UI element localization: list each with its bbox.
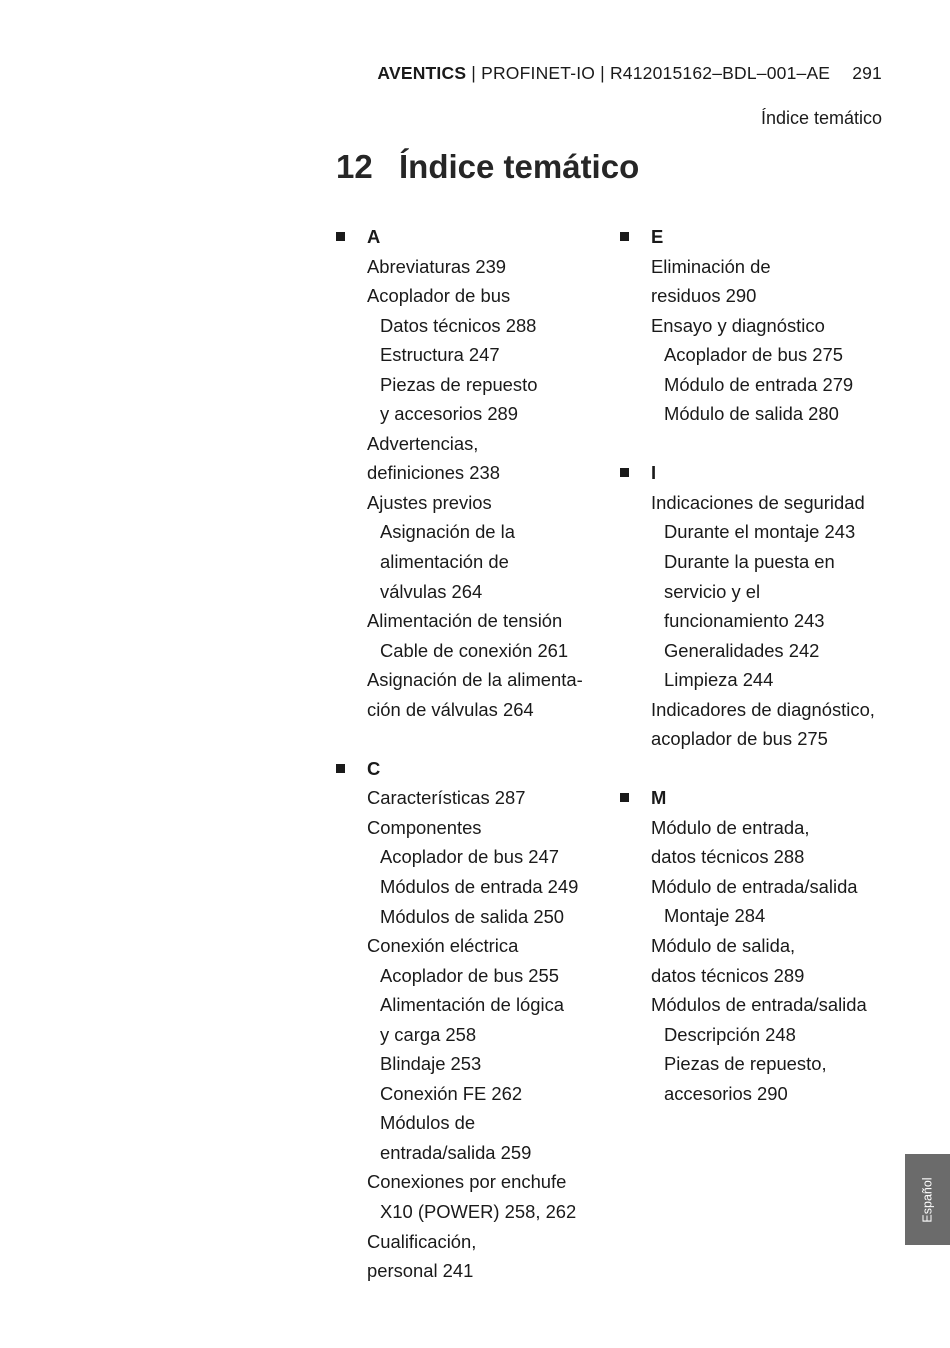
index-subentry: Acoplador de bus 255 [380, 964, 559, 986]
index-entry: Alimentación de tensión [367, 610, 563, 632]
page-number: 291 [852, 63, 882, 83]
index-subentry: Durante la puesta en [664, 550, 835, 572]
chapter-title [336, 148, 639, 186]
index-entry: datos técnicos 289 [651, 964, 805, 986]
index-subentry: Descripción 248 [664, 1023, 796, 1045]
index-subentry: Piezas de repuesto [380, 373, 538, 395]
index-subentry: válvulas 264 [380, 580, 483, 602]
index-entry: datos técnicos 288 [651, 846, 805, 868]
index-subentry: Conexión FE 262 [380, 1082, 523, 1104]
index-letter-heading: C [336, 754, 576, 784]
index-subentry: Datos técnicos 288 [380, 314, 537, 336]
index-subentry: Módulos de [380, 1112, 476, 1134]
index-entry: definiciones 238 [367, 462, 500, 484]
index-entry: Módulos de entrada/salida [651, 994, 867, 1016]
index-letter-heading: I [620, 458, 890, 488]
index-entry: Conexiones por enchufe [367, 1171, 567, 1193]
index-subentry: Generalidades 242 [664, 639, 820, 661]
index-subentry: Limpieza 244 [664, 669, 774, 691]
index-group-i [620, 458, 890, 753]
index-subentry: Módulo de salida 280 [664, 403, 839, 425]
index-subentry: Durante el montaje 243 [664, 521, 856, 543]
index-subentry: Alimentación de lógica [380, 994, 565, 1016]
index-entry: residuos 290 [651, 285, 757, 307]
square-bullet-icon [336, 232, 345, 241]
index-subentry: Módulos de entrada 249 [380, 875, 579, 897]
index-entry: Módulo de entrada/salida [651, 875, 858, 897]
index-entry: Módulo de entrada, [651, 816, 810, 838]
index-entry: Cualificación, [367, 1230, 477, 1252]
index-subentry: Montaje 284 [664, 905, 766, 927]
index-subentry: Cable de conexión 261 [380, 639, 569, 661]
index-letter-heading: M [620, 783, 890, 813]
index-entry: Indicaciones de seguridad [651, 491, 865, 513]
chapter-title-text: Índice temático [399, 148, 640, 185]
index-subentry: Estructura 247 [380, 344, 500, 366]
brand-name: AVENTICS [377, 63, 467, 83]
index-column-right [620, 222, 890, 1138]
index-group-c [336, 754, 579, 1286]
language-tab-label: Español [920, 1176, 935, 1223]
index-entry: Módulo de salida, [651, 935, 796, 957]
running-header [377, 63, 882, 84]
document-info: | PROFINET-IO | R412015162–BDL–001–AE [466, 63, 831, 83]
chapter-number: 12 [336, 148, 373, 185]
index-subentry: Módulos de salida 250 [380, 905, 565, 927]
index-subentry: Blindaje 253 [380, 1053, 482, 1075]
index-group-a [336, 222, 583, 724]
index-entry: personal 241 [367, 1260, 474, 1282]
section-label: Índice temático [760, 108, 882, 128]
index-entry: Asignación de la alimenta- [367, 669, 583, 691]
index-subentry: servicio y el [664, 580, 761, 602]
index-subentry: alimentación de [380, 551, 509, 573]
index-entry: Componentes [367, 816, 482, 838]
index-group-e [620, 222, 890, 429]
square-bullet-icon [620, 468, 629, 477]
index-entry: Conexión eléctrica [367, 935, 519, 957]
index-subentry: Piezas de repuesto, [664, 1053, 827, 1075]
index-group-m [620, 783, 890, 1108]
index-entry: Abreviaturas 239 [367, 255, 507, 277]
index-entry: Características 287 [367, 787, 526, 809]
index-subentry: y accesorios 289 [380, 403, 519, 425]
index-column-left [336, 222, 583, 1315]
index-subentry: entrada/salida 259 [380, 1141, 532, 1163]
index-subentry: Asignación de la [380, 521, 515, 543]
index-entry: Advertencias, [367, 432, 479, 454]
index-letter-heading: A [336, 222, 576, 252]
index-subentry: funcionamiento 243 [664, 610, 825, 632]
index-entry: Eliminación de [651, 255, 771, 277]
index-subentry: y carga 258 [380, 1023, 477, 1045]
index-entry: Acoplador de bus [367, 285, 511, 307]
index-subentry: X10 (POWER) 258, 262 [380, 1201, 577, 1222]
language-tab [905, 1154, 950, 1245]
index-subentry: Módulo de entrada 279 [664, 373, 854, 395]
square-bullet-icon [620, 232, 629, 241]
index-entry: Indicadores de diagnóstico, [651, 698, 875, 720]
index-letter-heading: E [620, 222, 890, 252]
index-subentry: Acoplador de bus 247 [380, 846, 559, 868]
index-entry: acoplador de bus 275 [651, 728, 828, 750]
square-bullet-icon [620, 793, 629, 802]
square-bullet-icon [336, 764, 345, 773]
index-entry: Ajustes previos [367, 491, 492, 513]
index-subentry: accesorios 290 [664, 1082, 788, 1104]
index-entry: ción de válvulas 264 [367, 698, 534, 720]
index-subentry: Acoplador de bus 275 [664, 344, 843, 366]
index-entry: Ensayo y diagnóstico [651, 314, 825, 336]
